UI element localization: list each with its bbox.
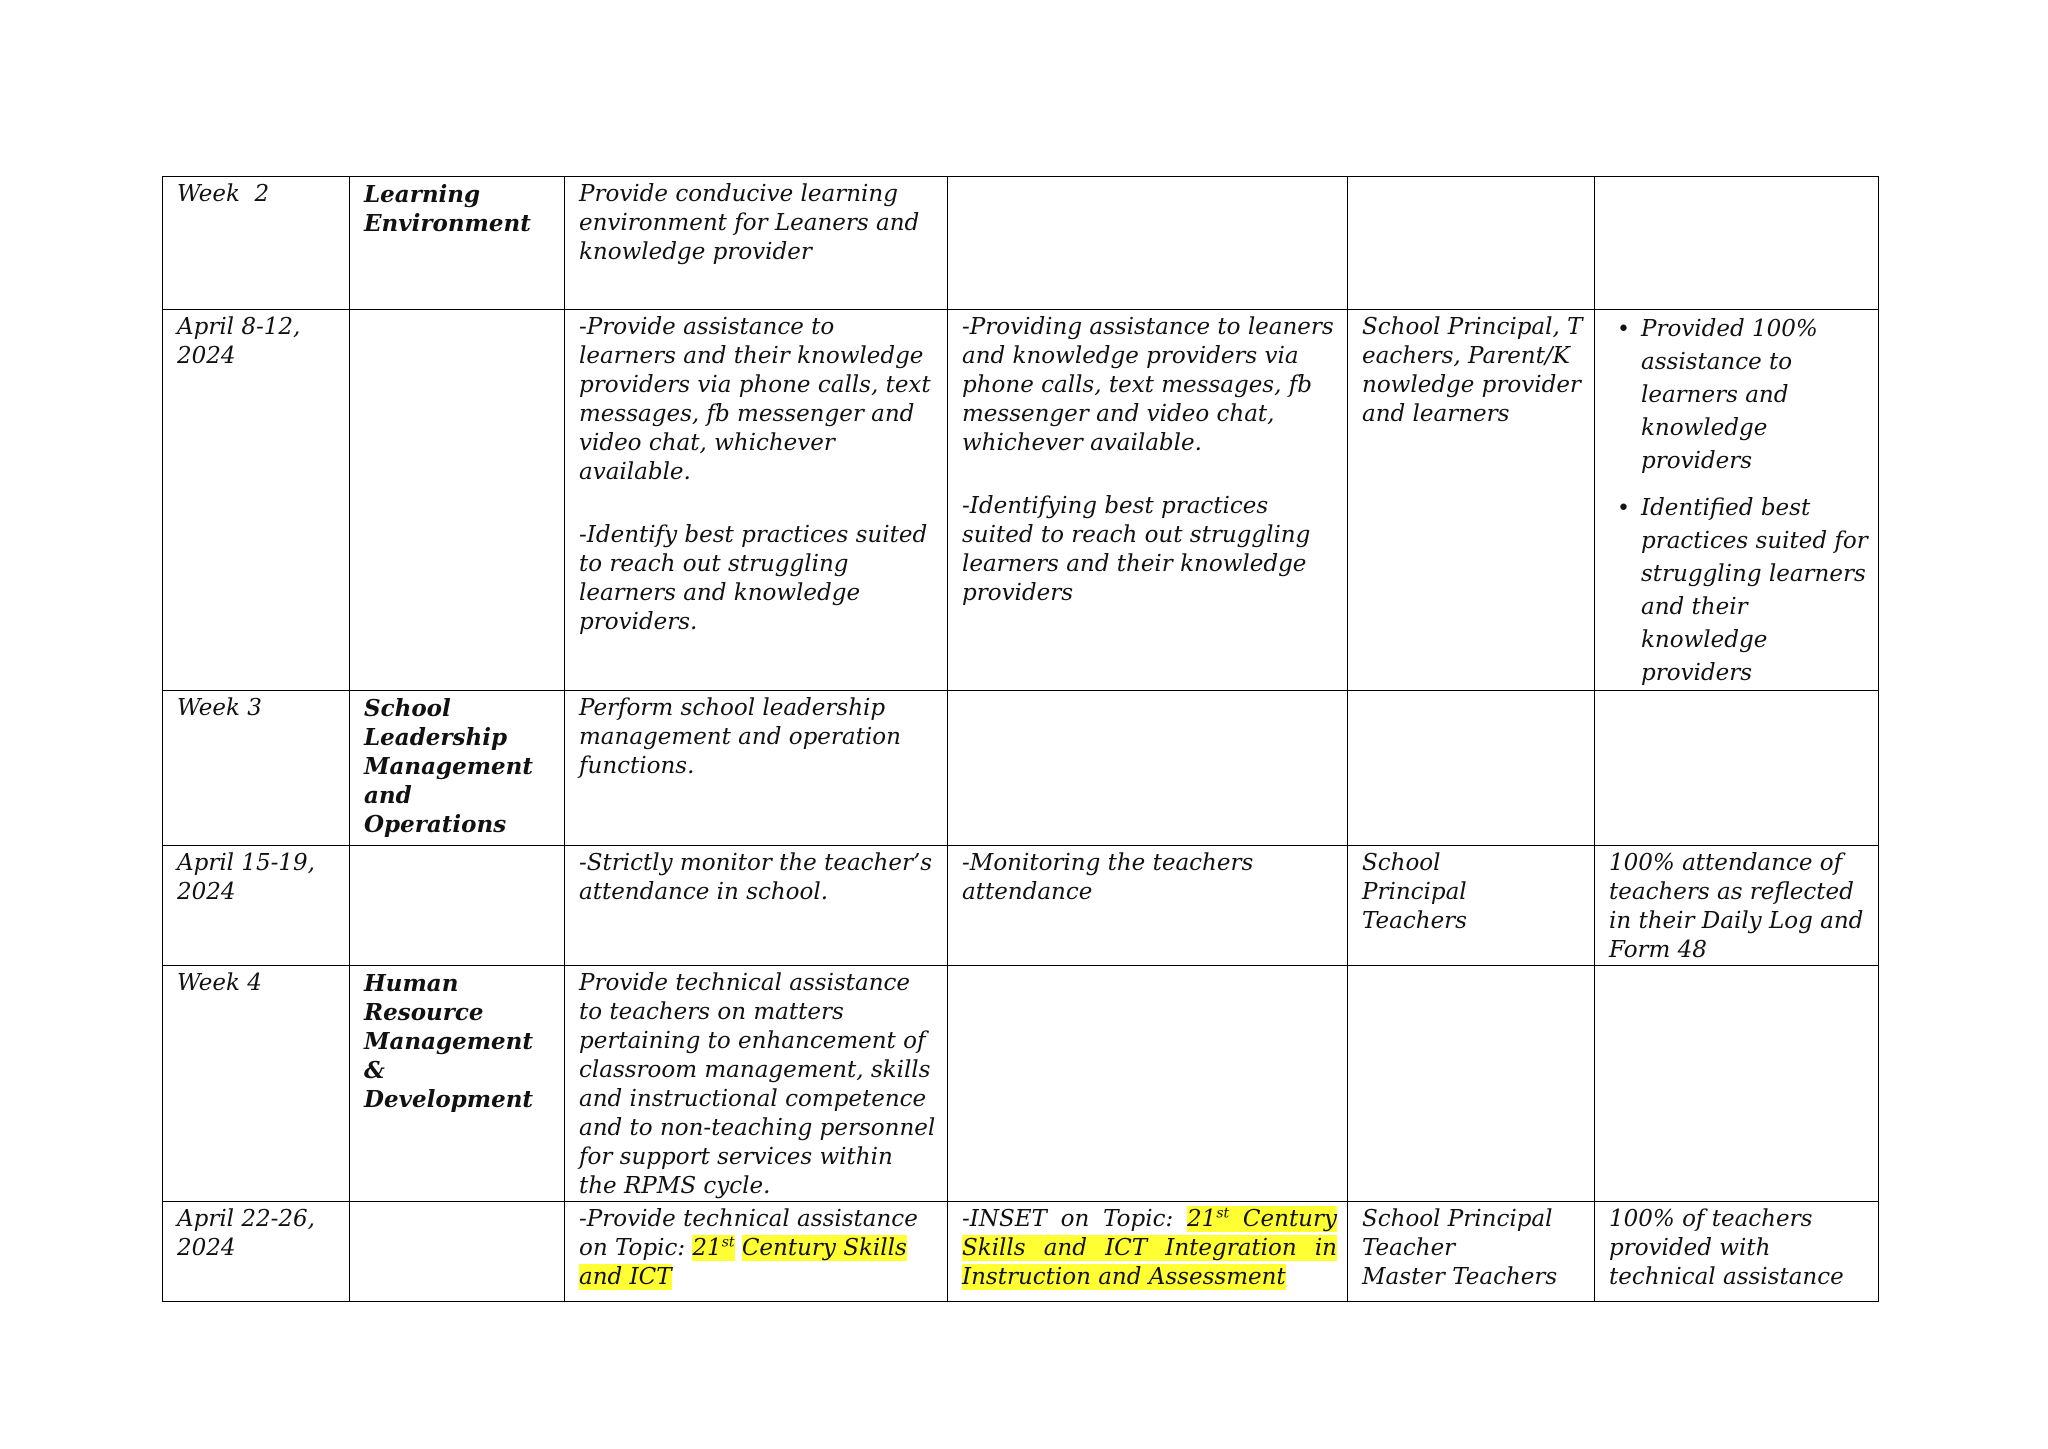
objective-cell: Perform school leadership management and operation functions. — [565, 691, 948, 846]
topic-ordinal: 21 — [692, 1235, 722, 1261]
activity-text: -INSET on Topic: — [962, 1206, 1188, 1232]
area-cell — [350, 846, 565, 966]
date-cell: April 22-26, 2024 — [163, 1202, 350, 1302]
persons-cell — [1348, 966, 1595, 1202]
objective-text: -Provide technical assistance on Topic: — [579, 1206, 918, 1261]
topic-ordinal: 21 — [1187, 1206, 1217, 1232]
table-row — [163, 1202, 1879, 1302]
week-cell: Week 2 — [163, 177, 350, 310]
objective-cell: -Strictly monitor the teacher’s attendance in school. — [565, 846, 948, 966]
objective-paragraph: -Identify best practices suited to reach out struggling learners and knowledge providers. — [579, 522, 928, 635]
accomplishment-cell — [1595, 966, 1879, 1202]
highlighted-topic — [692, 1235, 734, 1261]
activity-cell — [948, 310, 1348, 691]
topic-rest: Century Skills and ICT Integration in Instruction and Assessment — [962, 1206, 1337, 1290]
objective-cell: Provide conducive learning environment for Leaners and knowledge provider — [565, 177, 948, 310]
area-cell: Learning Environment — [350, 177, 565, 310]
person-line: Master Teachers — [1362, 1264, 1558, 1290]
activity-paragraph: -Providing assistance to leaners and knowledge providers via phone calls, text messages, fb messenger and video chat, whichever available. — [962, 314, 1334, 456]
persons-cell: School Principal Teachers — [1348, 846, 1595, 966]
objective-cell — [565, 310, 948, 691]
accomplishment-cell: 100% attendance of teachers as reflected in their Daily Log and Form 48 — [1595, 846, 1879, 966]
table-row — [163, 966, 1879, 1202]
table-row — [163, 691, 1879, 846]
area-cell — [350, 1202, 565, 1302]
activity-cell — [948, 966, 1348, 1202]
table-row — [163, 177, 1879, 310]
objective-paragraph: -Provide assistance to learners and their knowledge providers via phone calls, text messages, fb messenger and video chat, whichever available. — [579, 314, 931, 485]
highlighted-topic-rest: Century Skills and ICT — [579, 1235, 907, 1290]
table-row — [163, 846, 1879, 966]
person-line: Teacher — [1362, 1235, 1456, 1261]
area-cell: Human Resource Management & Development — [350, 966, 565, 1202]
persons-cell: School Principal, Teachers, Parent/Knowledge provider and learners — [1348, 310, 1595, 691]
person-line: School Principal — [1362, 1206, 1553, 1232]
action-plan-table — [162, 176, 1879, 1302]
objective-cell: Provide technical assistance to teachers on matters pertaining to enhancement of classroom management, skills and instructional competence and to non-teaching personnel for support services within the RPMS cycle. — [565, 966, 948, 1202]
list-item: • Identified best practices suited for struggling learners and their knowledge providers — [1641, 492, 1868, 690]
area-cell — [350, 310, 565, 691]
persons-cell — [1348, 691, 1595, 846]
topic-ordinal-suffix: st — [721, 1234, 735, 1251]
accomplishment-list — [1613, 313, 1868, 690]
accomplishment-cell: 100% of teachers provided with technical assistance — [1595, 1202, 1879, 1302]
accomplishment-cell — [1595, 691, 1879, 846]
list-item: • Provided 100% assistance to learners and knowledge providers — [1641, 313, 1868, 478]
table-row — [163, 310, 1879, 691]
accomplishment-cell — [1595, 310, 1879, 691]
persons-cell — [1348, 177, 1595, 310]
activity-cell — [948, 1202, 1348, 1302]
activity-cell — [948, 177, 1348, 310]
date-cell: April 8-12, 2024 — [163, 310, 350, 691]
week-cell: Week 3 — [163, 691, 350, 846]
week-cell: Week 4 — [163, 966, 350, 1202]
activity-cell — [948, 691, 1348, 846]
activity-paragraph: -Identifying best practices suited to reach out struggling learners and their knowledge providers — [962, 493, 1311, 606]
persons-cell — [1348, 1202, 1595, 1302]
date-cell: April 15-19, 2024 — [163, 846, 350, 966]
activity-cell: -Monitoring the teachers attendance — [948, 846, 1348, 966]
objective-cell — [565, 1202, 948, 1302]
topic-ordinal-suffix: st — [1216, 1205, 1230, 1222]
accomplishment-cell — [1595, 177, 1879, 310]
area-cell: School Leadership Management and Operations — [350, 691, 565, 846]
